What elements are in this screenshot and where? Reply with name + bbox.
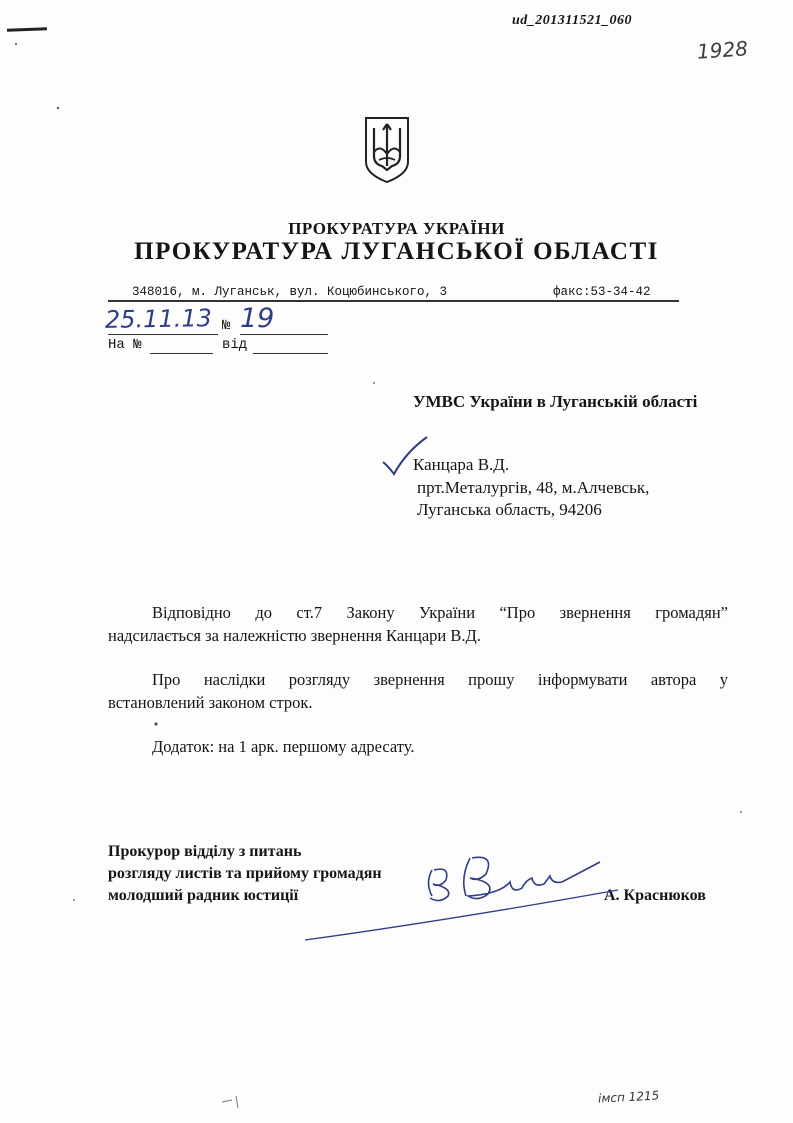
handwritten-corner-number: 1928 [696, 36, 749, 64]
org-subtitle: ПРОКУРАТУРА УКРАЇНИ [288, 219, 505, 238]
recipient-address-line2: Луганська область, 94206 [417, 500, 602, 519]
number-underline [240, 334, 328, 335]
recipient-name: Канцара В.Д. [413, 455, 510, 474]
scan-mark [7, 27, 47, 31]
signer-position-line2: розгляду листів та прийому громадян [108, 865, 382, 882]
recipient-organization: УМВС України в Луганській області [413, 392, 698, 411]
handwritten-bottom-note: імсп 1215 [597, 1088, 660, 1106]
org-title: ПРОКУРАТУРА ЛУГАНСЬКОЇ ОБЛАСТІ [134, 238, 659, 265]
body-paragraph1-line1: Відповідно до ст.7 Закону України “Про звернення громадян” [152, 603, 728, 622]
ref-date-underline [253, 353, 328, 354]
number-label: № [222, 318, 231, 334]
org-fax: факс:53-34-42 [553, 285, 651, 299]
ref-number-underline [150, 353, 213, 354]
signer-name: А. Краснюков [604, 887, 706, 904]
handwritten-date: 25.11.13 [104, 304, 213, 334]
date-underline [108, 334, 218, 335]
body-paragraph2-line2: встановлений законом строк. [108, 693, 313, 712]
from-label: від [222, 337, 248, 353]
org-address: 348016, м. Луганськ, вул. Коцюбинського, 3 [132, 285, 448, 299]
recipient-address-line1: прт.Металургів, 48, м.Алчевськ, [417, 478, 650, 497]
body-paragraph1-line2: надсилається за належністю звернення Канцари В.Д. [108, 626, 481, 645]
handwritten-number: 19 [240, 303, 275, 334]
reference-label: На № [108, 337, 142, 353]
signer-position-line1: Прокурор відділу з питань [108, 843, 302, 860]
body-paragraph2-line1: Про наслідки розгляду звернення прошу інформувати автора у [152, 670, 728, 689]
document-id: ud_201311521_060 [512, 13, 633, 28]
header-divider [108, 300, 679, 302]
handwritten-signature [300, 848, 620, 948]
ukraine-trident-emblem-icon [362, 114, 412, 184]
attachment-note: Додаток: на 1 арк. першому адресату. [152, 737, 415, 756]
signer-rank: молодший радник юстиції [108, 887, 299, 904]
